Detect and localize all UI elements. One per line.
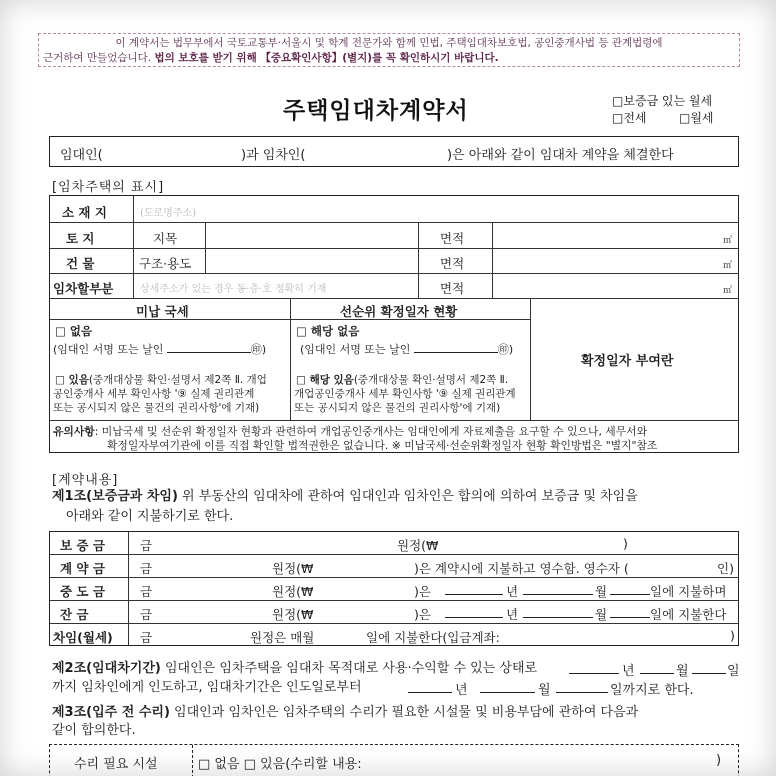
- address-input[interactable]: (도로명주소): [140, 208, 197, 219]
- deposit-geum: 금: [140, 538, 153, 553]
- balance-mid: )은: [414, 607, 431, 622]
- down-payment-receipt: )은 계약시에 지불하고 영수함. 영수자 (: [414, 561, 629, 576]
- label-rent: 차임(월세): [53, 630, 113, 645]
- unpaid-tax-desc-3: 또는 공시되지 않은 물건의 권리사항'에 기재): [53, 402, 260, 414]
- unpaid-tax-yes-row: [55, 372, 267, 387]
- label-address: 소 재 지: [62, 205, 107, 220]
- notice-box: [38, 33, 740, 67]
- rent-amount[interactable]: 원정은 매월: [250, 630, 315, 645]
- label-building-area: 면적: [440, 256, 465, 271]
- type-jeonse[interactable]: □전세: [612, 111, 647, 125]
- priority-seal-mark: ㊞): [497, 343, 514, 356]
- interim-month: 월: [595, 584, 608, 599]
- label-down-payment: 계 약 금: [60, 561, 105, 576]
- priority-yes-row: [296, 372, 508, 387]
- priority-none[interactable]: □ 해당 없음: [296, 324, 360, 338]
- art2-period-month: 월: [538, 683, 551, 698]
- parties-tail: )은 아래와 같이 임대차 계약을 체결한다: [447, 148, 674, 163]
- label-leased-area: 면적: [440, 281, 465, 296]
- balance-year: 년: [506, 607, 519, 622]
- label-deposit: 보 증 금: [60, 538, 105, 553]
- type-monthly[interactable]: □월세: [679, 111, 714, 125]
- rent-geum: 금: [140, 630, 153, 645]
- leased-area-unit: ㎡: [723, 286, 733, 296]
- article-2-title: 제2조(임대차기간): [52, 661, 161, 676]
- priority-sign-text: (임대인 서명 또는 날인: [300, 343, 411, 356]
- interim-year: 년: [506, 584, 519, 599]
- rent-mid: 일에 지불한다(입금계좌:: [366, 630, 500, 645]
- balance-geum: 금: [140, 607, 153, 622]
- notice-line-2-bold: 법의 보호를 받기 위해 【중요확인사항】(별지)를 꼭 확인하시기 바랍니다.: [154, 52, 499, 64]
- tenant-label: )과 임차인(: [241, 148, 306, 163]
- down-payment-geum: 금: [140, 561, 153, 576]
- caution-line-2: 확정일자부여기관에 이를 직접 확인할 법적권한은 없습니다. ※ 미납국세·선순위확정일자 현황 확인방법은 "별지"참조: [107, 439, 658, 452]
- art2-day: 일: [727, 664, 740, 679]
- page-title: 주택임대차계약서: [283, 98, 469, 124]
- article-1: [52, 487, 638, 506]
- article-2: [52, 659, 537, 678]
- deposit-amount[interactable]: 원정(₩: [397, 538, 439, 553]
- date-grant-area: 확정일자 부여란: [581, 354, 674, 369]
- article-2-line-2: 까지 임차인에게 인도하고, 임대차기간은 인도일로부터: [52, 680, 362, 695]
- label-land: 토 지: [66, 231, 95, 246]
- article-2-text: 임대인은 임차주택을 임대차 목적대로 사용·수익할 수 있는 상태로: [160, 661, 538, 676]
- seal-mark: ㊞): [250, 343, 267, 356]
- header-priority-date: 선순위 확정일자 현황: [340, 304, 458, 319]
- unpaid-tax-sign: [53, 341, 266, 357]
- label-building-structure: 구조·용도: [139, 256, 192, 271]
- repair-label: 수리 필요 시설: [74, 757, 158, 772]
- unpaid-tax-desc-2: 공인중개사 세부 확인사항 '⑨ 실제 권리관계: [53, 388, 255, 400]
- article-3-text: 임대인과 임차인은 임차주택의 수리가 필요한 시설물 및 비용부담에 관하여 다음과: [169, 705, 639, 720]
- notice-line-2-prefix: 근거하여 만들었습니다.: [43, 52, 152, 64]
- art2-year: 년: [622, 664, 635, 679]
- label-interim-payment: 중 도 금: [60, 584, 105, 599]
- section-property-title: [임차주택의 표시]: [52, 180, 165, 195]
- article-1-title: 제1조(보증금과 차임): [52, 489, 178, 504]
- article-1-text-2: 아래와 같이 지불하기로 한다.: [66, 509, 234, 524]
- down-payment-seal: 인): [717, 561, 734, 576]
- art2-month: 월: [676, 664, 689, 679]
- notice-line-2: [43, 51, 735, 66]
- leased-part-input[interactable]: 상세주소가 있는 경우 동·층·호 정확히 기재: [140, 284, 327, 295]
- label-land-category: 지목: [153, 231, 178, 246]
- rent-close: ): [730, 628, 735, 643]
- unpaid-tax-sign-text: (임대인 서명 또는 날인: [53, 343, 164, 356]
- priority-desc-1: (중개대상물 확인·설명서 제2쪽 Ⅱ.: [353, 374, 509, 386]
- balance-tail: 일에 지불한다: [650, 607, 727, 622]
- balance-amount[interactable]: 원정(₩: [272, 607, 314, 622]
- interim-tail: 일에 지불하며: [650, 584, 727, 599]
- label-balance: 잔 금: [60, 607, 89, 622]
- article-3: [52, 703, 638, 722]
- type-deposit-monthly[interactable]: □보증금 있는 월세: [612, 94, 713, 108]
- priority-sign: [300, 341, 513, 357]
- interim-geum: 금: [140, 584, 153, 599]
- interim-mid: )은: [414, 584, 431, 599]
- interim-amount[interactable]: 원정(₩: [272, 584, 314, 599]
- priority-desc-2: 개업공인중개사 세부 확인사항 '⑨ 실제 권리관계: [294, 388, 516, 400]
- header-unpaid-tax: 미납 국세: [136, 304, 189, 319]
- unpaid-tax-desc-1: (중개대상물 확인·설명서 제2쪽 Ⅱ. 개업: [88, 374, 267, 386]
- land-area-unit: ㎡: [723, 236, 733, 246]
- label-land-area: 면적: [440, 231, 465, 246]
- article-3-title: 제3조(입주 전 수리): [52, 705, 170, 720]
- label-leased-part: 임차할부분: [53, 281, 114, 296]
- repair-options[interactable]: □ 없음 □ 있음(수리할 내용:: [198, 757, 362, 772]
- art2-period-tail: 일까지로 한다.: [610, 683, 694, 698]
- repair-close: ): [716, 753, 722, 768]
- down-payment-amount[interactable]: 원정(₩: [272, 561, 314, 576]
- priority-desc-3: 또는 공시되지 않은 물건의 권리사항'에 기재): [294, 402, 501, 414]
- section-contract-title: [계약내용]: [52, 473, 119, 488]
- unpaid-tax-none[interactable]: □ 없음: [55, 324, 93, 338]
- caution-label: 유의사항: [53, 425, 95, 438]
- art2-period-year: 년: [455, 683, 468, 698]
- article-1-text: 위 부동산의 임대차에 관하여 임대인과 임차인은 합의에 의하여 보증금 및 차임을: [177, 489, 638, 504]
- unpaid-tax-yes[interactable]: □ 있음: [55, 374, 89, 386]
- deposit-close: ): [623, 536, 628, 551]
- caution-text-1: : 미납국세 및 선순위 확정일자 현황과 관련하여 개업공인중개사는 임대인에게 자료제출을 요구할 수 있으나, 세무서와: [94, 425, 648, 438]
- building-area-unit: ㎡: [723, 261, 733, 271]
- label-building: 건 물: [66, 256, 95, 271]
- notice-line-1: 이 계약서는 법무부에서 국토교통부·서울시 및 학계 전문가와 함께 민법, 주택임대차보호법, 공인중개사법 등 관계법령에: [115, 37, 663, 49]
- landlord-label: 임대인(: [60, 148, 103, 163]
- priority-yes[interactable]: □ 해당 있음: [296, 374, 354, 386]
- caution-line-1: [53, 424, 647, 439]
- balance-month: 월: [595, 607, 608, 622]
- article-3-text-2: 같이 합의한다.: [52, 723, 136, 738]
